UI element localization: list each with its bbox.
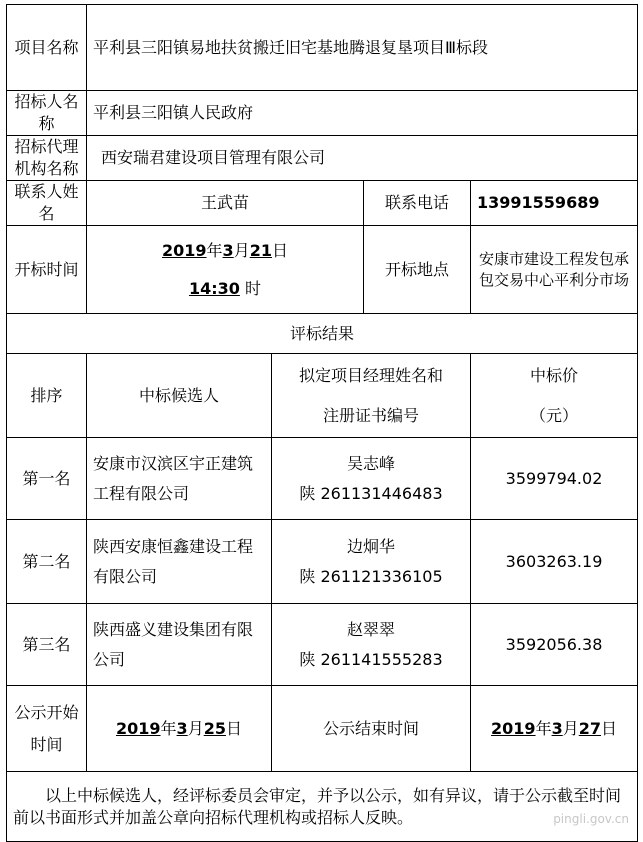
row-price: 3592056.38 [471,604,638,686]
result-title-row [7,314,638,354]
opening-year: 2019 [162,240,207,260]
row-price: 3599794.02 [471,438,638,520]
notice-row [7,772,638,842]
publicity-start: 2019年3月25日 [87,686,272,772]
agency-value: 西安瑞君建设项目管理有限公司 [87,136,638,181]
contact-row [7,181,638,226]
opening-day: 21 [249,240,272,260]
row-manager: 赵翠翠 陕 261141555283 [272,604,471,686]
row-company: 安康市汉滨区宇正建筑工程有限公司 [87,438,272,520]
tenderer-value: 平利县三阳镇人民政府 [87,91,638,136]
agency-row [7,136,638,181]
watermark: pingli.gov.cn [553,812,629,826]
header-candidate: 中标候选人 [87,354,272,438]
row-price: 3603263.19 [471,520,638,604]
row-manager: 吴志峰 陕 261131446483 [272,438,471,520]
opening-row [7,226,638,314]
publicity-row [7,686,638,772]
publicity-start-label: 公示开始时间 [7,686,87,772]
agency-label: 招标代理机构名称 [7,136,87,181]
result-title: 评标结果 [7,314,638,354]
publicity-end-label: 公示结束时间 [272,686,471,772]
row-rank: 第二名 [7,520,87,604]
project-label: 项目名称 [7,5,87,91]
opening-month: 3 [222,240,234,260]
opening-place: 安康市建设工程发包承包交易中心平利分市场 [471,226,638,314]
row-company: 陕西盛义建设集团有限公司 [87,604,272,686]
result-header-row [7,354,638,438]
table-row [7,520,638,604]
table-row [7,438,638,520]
project-value: 平利县三阳镇易地扶贫搬迁旧宅基地腾退复垦项目Ⅲ标段 [87,5,638,91]
row-manager: 边炯华 陕 261121336105 [272,520,471,604]
contact-phone: 13991559689 [471,181,638,226]
row-rank: 第一名 [7,438,87,520]
notice-text: 以上中标候选人，经评标委员会审定，并予以公示，如有异议，请于公示截至时间前以书面形式并加盖公章向招标代理机构或招标人反映。 [7,772,638,842]
bid-result-table [6,4,638,842]
opening-clock: 14:30 [188,278,240,298]
contact-phone-label: 联系电话 [364,181,471,226]
header-price: 中标价 （元） [471,354,638,438]
opening-time: 2019年3月21日 14:30 时 [87,226,364,314]
opening-place-label: 开标地点 [364,226,471,314]
row-rank: 第三名 [7,604,87,686]
table-row [7,604,638,686]
header-rank: 排序 [7,354,87,438]
publicity-end: 2019年3月27日 [471,686,638,772]
contact-name-label: 联系人姓名 [7,181,87,226]
tenderer-label: 招标人名称 [7,91,87,136]
opening-time-label: 开标时间 [7,226,87,314]
row-company: 陕西安康恒鑫建设工程有限公司 [87,520,272,604]
header-manager: 拟定项目经理姓名和 注册证书编号 [272,354,471,438]
project-row [7,5,638,91]
contact-name: 王武苗 [87,181,364,226]
tenderer-row [7,91,638,136]
